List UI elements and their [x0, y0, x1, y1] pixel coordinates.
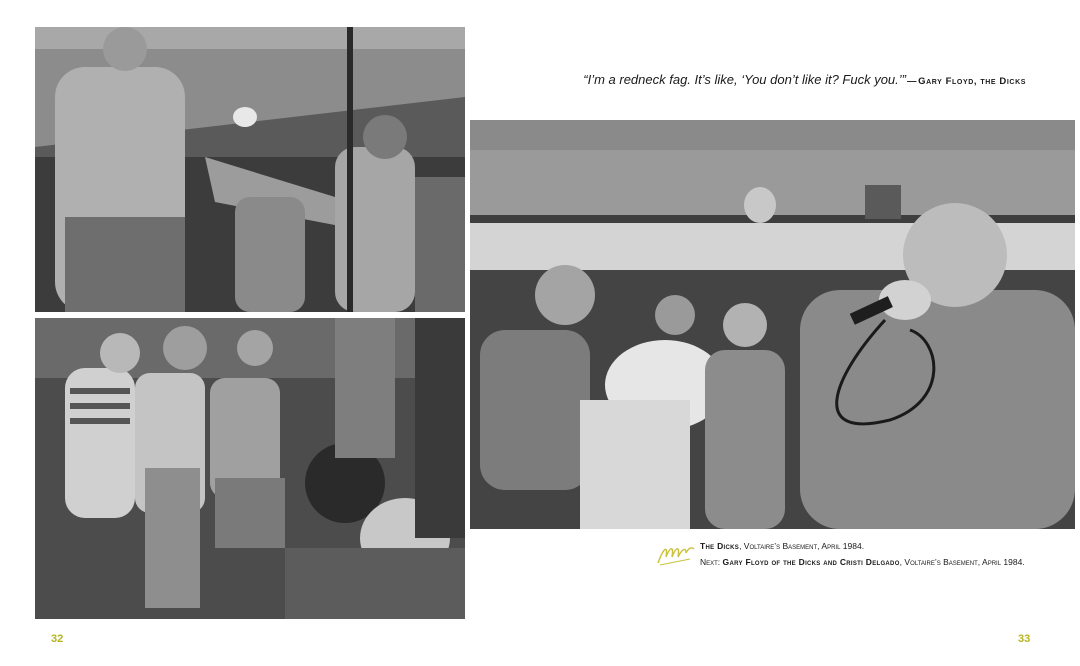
caption-line-1 — [700, 538, 1025, 554]
caption-next-subjects: Gary Floyd of the Dicks and Cristi Delgado — [722, 557, 900, 567]
caption-line1-rest: , Voltaire’s Basement, April 1984. — [739, 541, 865, 551]
quote-text: “I’m a redneck fag. It’s like, ‘You don’t like it? Fuck you.’” — [583, 72, 906, 87]
page-number-left: 32 — [51, 633, 64, 645]
caption-next-prefix: Next: — [700, 557, 723, 567]
quote-attribution: Gary Floyd, the Dicks — [918, 76, 1026, 87]
quote-dash: — — [906, 76, 918, 87]
caption-line-2 — [700, 554, 1025, 570]
photo-singer-microphone — [470, 120, 1075, 529]
photographer-signature-icon — [656, 541, 696, 567]
pull-quote — [470, 72, 1026, 87]
caption-band: The Dicks — [700, 541, 740, 551]
photo-crowd-stage-kick — [35, 27, 465, 312]
photo-dancing-crowd — [35, 318, 465, 619]
caption-line2-rest: , Voltaire’s Basement, April 1984. — [899, 557, 1025, 567]
page-number-right: 33 — [1018, 633, 1031, 645]
photo-caption — [700, 538, 1025, 570]
